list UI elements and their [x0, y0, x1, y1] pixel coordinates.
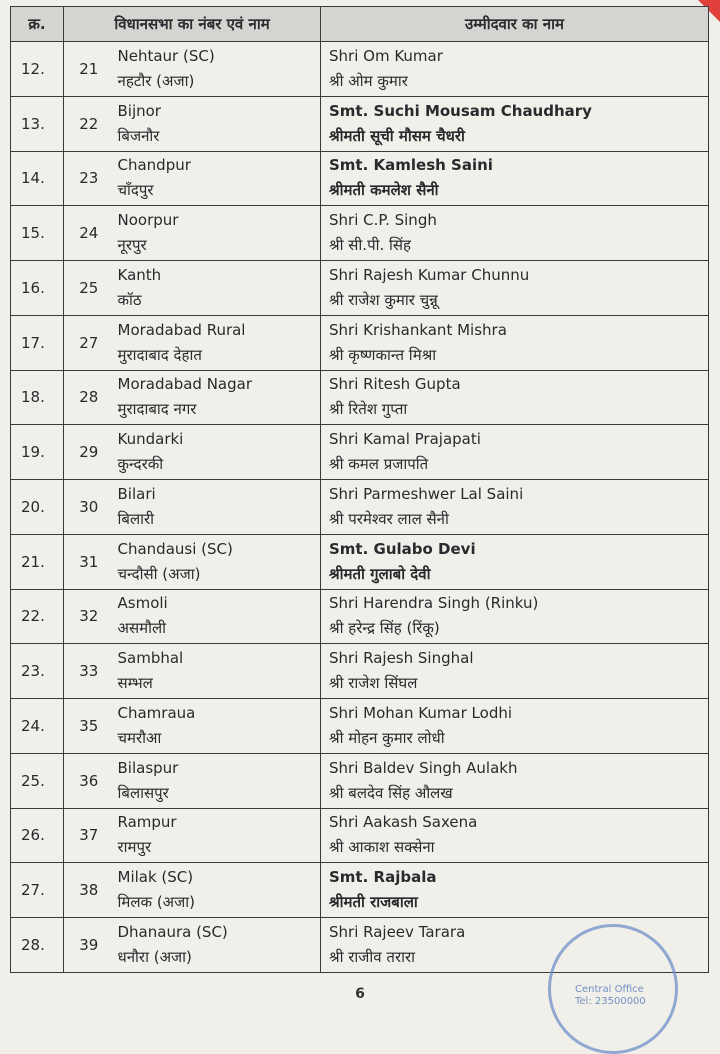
constituency-number: 23 [64, 151, 114, 206]
constituency-name [114, 425, 321, 480]
table-row [11, 151, 709, 206]
constituency-name [114, 151, 321, 206]
constituency-number: 36 [64, 753, 114, 808]
candidate-name-hi: श्री राजेश सिंघल [329, 674, 418, 693]
candidate-name-hi: श्रीमती कमलेश सैनी [329, 181, 439, 200]
constituency-name-hi: नहटौर (अजा) [117, 71, 195, 90]
constituency-name [114, 699, 321, 754]
constituency-number: 24 [64, 206, 114, 261]
constituency-name-hi: मुरादाबाद नगर [117, 400, 197, 419]
constituency-number: 37 [64, 808, 114, 863]
constituency-name-hi: असमौली [117, 619, 167, 638]
table-row [11, 808, 709, 863]
constituency-name-en: Bijnor [117, 101, 161, 120]
constituency-name-en: Rampur [117, 813, 177, 832]
candidate-name [321, 370, 709, 425]
page-number: 6 [355, 986, 365, 1002]
constituency-name-en: Noorpur [117, 211, 179, 230]
constituency-name-en: Dhanaura (SC) [117, 922, 228, 941]
table-row [11, 699, 709, 754]
constituency-number: 30 [64, 480, 114, 535]
constituency-name-hi: बिजनौर [117, 126, 160, 145]
constituency-name-hi: चन्दौसी (अजा) [117, 564, 201, 583]
candidate-name-hi: श्री कृष्णकान्त मिश्रा [329, 345, 437, 364]
serial-number: 26. [11, 808, 64, 863]
candidate-name [321, 644, 709, 699]
constituency-number: 21 [64, 42, 114, 97]
table-row [11, 589, 709, 644]
candidate-name-en: Smt. Kamlesh Saini [329, 156, 493, 175]
table-row [11, 425, 709, 480]
constituency-name [114, 206, 321, 261]
constituency-name [114, 534, 321, 589]
candidate-name-hi: श्रीमती गुलाबो देवी [329, 564, 431, 583]
serial-number: 21. [11, 534, 64, 589]
candidate-name-hi: श्री ओम कुमार [329, 71, 408, 90]
constituency-name-en: Nehtaur (SC) [117, 46, 215, 65]
constituency-name [114, 808, 321, 863]
table-row [11, 863, 709, 918]
table-row [11, 370, 709, 425]
candidate-name-en: Shri Rajeev Tarara [329, 922, 466, 941]
constituency-name-en: Moradabad Rural [117, 320, 246, 339]
candidate-name-en: Shri Aakash Saxena [329, 813, 478, 832]
candidate-name [321, 42, 709, 97]
constituency-number: 35 [64, 699, 114, 754]
constituency-name-en: Kanth [117, 265, 162, 284]
candidate-name-hi: श्रीमती राजबाला [329, 893, 418, 912]
constituency-name-hi: कुन्दरकी [117, 455, 164, 474]
candidate-name-en: Smt. Rajbala [329, 868, 437, 887]
table-row [11, 96, 709, 151]
candidate-name-hi: श्री कमल प्रजापति [329, 455, 429, 474]
candidate-table [10, 6, 709, 973]
candidate-name-en: Shri Kamal Prajapati [329, 430, 481, 449]
candidate-name-hi: श्री बलदेव सिंह औलख [329, 783, 453, 802]
table-row [11, 42, 709, 97]
candidate-name-en: Shri Parmeshwer Lal Saini [329, 484, 524, 503]
serial-number: 20. [11, 480, 64, 535]
seal-line-1: Central Office [575, 984, 644, 995]
constituency-name [114, 370, 321, 425]
candidate-name-en: Smt. Suchi Mousam Chaudhary [329, 101, 592, 120]
seal-text [575, 984, 646, 1008]
constituency-name [114, 589, 321, 644]
candidate-name [321, 480, 709, 535]
constituency-name-hi: बिलारी [117, 509, 155, 528]
candidate-name [321, 753, 709, 808]
constituency-name-en: Sambhal [117, 649, 184, 668]
constituency-name [114, 261, 321, 316]
constituency-name-en: Bilari [117, 484, 156, 503]
constituency-name-hi: रामपुर [117, 838, 152, 857]
seal-line-2: Tel: 23500000 [575, 996, 646, 1007]
serial-number: 28. [11, 918, 64, 973]
serial-number: 22. [11, 589, 64, 644]
header-serial: क्र. [11, 7, 64, 42]
candidate-name [321, 589, 709, 644]
constituency-name-hi: धनौरा (अजा) [117, 947, 192, 966]
constituency-name [114, 753, 321, 808]
table-row [11, 315, 709, 370]
table-row [11, 753, 709, 808]
candidate-name [321, 315, 709, 370]
header-constituency: विधानसभा का नंबर एवं नाम [64, 7, 321, 42]
constituency-name-hi: मिलक (अजा) [117, 893, 195, 912]
constituency-name-en: Kundarki [117, 430, 184, 449]
candidate-name-hi: श्रीमती सूची मौसम चैधरी [329, 126, 465, 145]
candidate-name [321, 425, 709, 480]
serial-number: 16. [11, 261, 64, 316]
candidate-name-en: Shri Krishankant Mishra [329, 320, 507, 339]
header-candidate: उम्मीदवार का नाम [321, 7, 709, 42]
constituency-name-hi: चाँदपुर [117, 181, 154, 200]
candidate-name-en: Shri Om Kumar [329, 46, 443, 65]
constituency-name-hi: मुरादाबाद देहात [117, 345, 202, 364]
candidate-name-en: Shri Ritesh Gupta [329, 375, 461, 394]
candidate-name-en: Shri Mohan Kumar Lodhi [329, 703, 513, 722]
candidate-name-hi: श्री आकाश सक्सेना [329, 838, 435, 857]
table-body [11, 42, 709, 973]
serial-number: 19. [11, 425, 64, 480]
constituency-name-hi: चमरौआ [117, 728, 162, 747]
serial-number: 17. [11, 315, 64, 370]
serial-number: 14. [11, 151, 64, 206]
constituency-name [114, 42, 321, 97]
constituency-name-en: Chandausi (SC) [117, 539, 233, 558]
table-row [11, 534, 709, 589]
constituency-name [114, 315, 321, 370]
candidate-name-en: Shri Rajesh Singhal [329, 649, 474, 668]
candidate-name [321, 261, 709, 316]
constituency-name [114, 644, 321, 699]
constituency-number: 25 [64, 261, 114, 316]
serial-number: 12. [11, 42, 64, 97]
constituency-name-en: Asmoli [117, 594, 168, 613]
candidate-name-hi: श्री मोहन कुमार लोधी [329, 728, 445, 747]
table-row [11, 261, 709, 316]
candidate-name-hi: श्री परमेश्वर लाल सैनी [329, 509, 449, 528]
constituency-number: 22 [64, 96, 114, 151]
serial-number: 24. [11, 699, 64, 754]
constituency-name-hi: नूरपुर [117, 236, 147, 255]
constituency-name-hi: सम्भल [117, 674, 153, 693]
constituency-number: 38 [64, 863, 114, 918]
candidate-name-en: Smt. Gulabo Devi [329, 539, 476, 558]
constituency-number: 31 [64, 534, 114, 589]
candidate-name-hi: श्री हरेन्द्र सिंह (रिंकू) [329, 619, 440, 638]
candidate-name-en: Shri Baldev Singh Aulakh [329, 758, 518, 777]
serial-number: 15. [11, 206, 64, 261]
candidate-name [321, 808, 709, 863]
constituency-name [114, 480, 321, 535]
serial-number: 27. [11, 863, 64, 918]
candidate-name [321, 206, 709, 261]
candidate-name-en: Shri Harendra Singh (Rinku) [329, 594, 539, 613]
candidate-name [321, 151, 709, 206]
constituency-name-en: Bilaspur [117, 758, 179, 777]
candidate-name [321, 699, 709, 754]
serial-number: 25. [11, 753, 64, 808]
constituency-name-en: Chandpur [117, 156, 191, 175]
candidate-name [321, 534, 709, 589]
candidate-name [321, 863, 709, 918]
constituency-number: 29 [64, 425, 114, 480]
constituency-number: 28 [64, 370, 114, 425]
candidate-name-en: Shri Rajesh Kumar Chunnu [329, 265, 530, 284]
candidate-name-hi: श्री रितेश गुप्ता [329, 400, 408, 419]
candidate-name [321, 96, 709, 151]
constituency-name-en: Chamraua [117, 703, 196, 722]
constituency-name-en: Milak (SC) [117, 868, 194, 887]
constituency-number: 27 [64, 315, 114, 370]
table-row [11, 644, 709, 699]
candidate-name-hi: श्री राजेश कुमार चुन्नू [329, 290, 438, 309]
constituency-number: 39 [64, 918, 114, 973]
constituency-name-hi: कॉठ [117, 290, 142, 309]
table-header [11, 7, 709, 42]
table-row [11, 206, 709, 261]
candidate-name-hi: श्री सी.पी. सिंह [329, 236, 411, 255]
constituency-name-hi: बिलासपुर [117, 783, 169, 802]
serial-number: 18. [11, 370, 64, 425]
constituency-name-en: Moradabad Nagar [117, 375, 252, 394]
candidate-name-en: Shri C.P. Singh [329, 211, 437, 230]
candidate-name-hi: श्री राजीव तरारा [329, 947, 416, 966]
constituency-number: 32 [64, 589, 114, 644]
constituency-name [114, 863, 321, 918]
constituency-number: 33 [64, 644, 114, 699]
serial-number: 23. [11, 644, 64, 699]
serial-number: 13. [11, 96, 64, 151]
constituency-name [114, 96, 321, 151]
constituency-name [114, 918, 321, 973]
table-row [11, 480, 709, 535]
